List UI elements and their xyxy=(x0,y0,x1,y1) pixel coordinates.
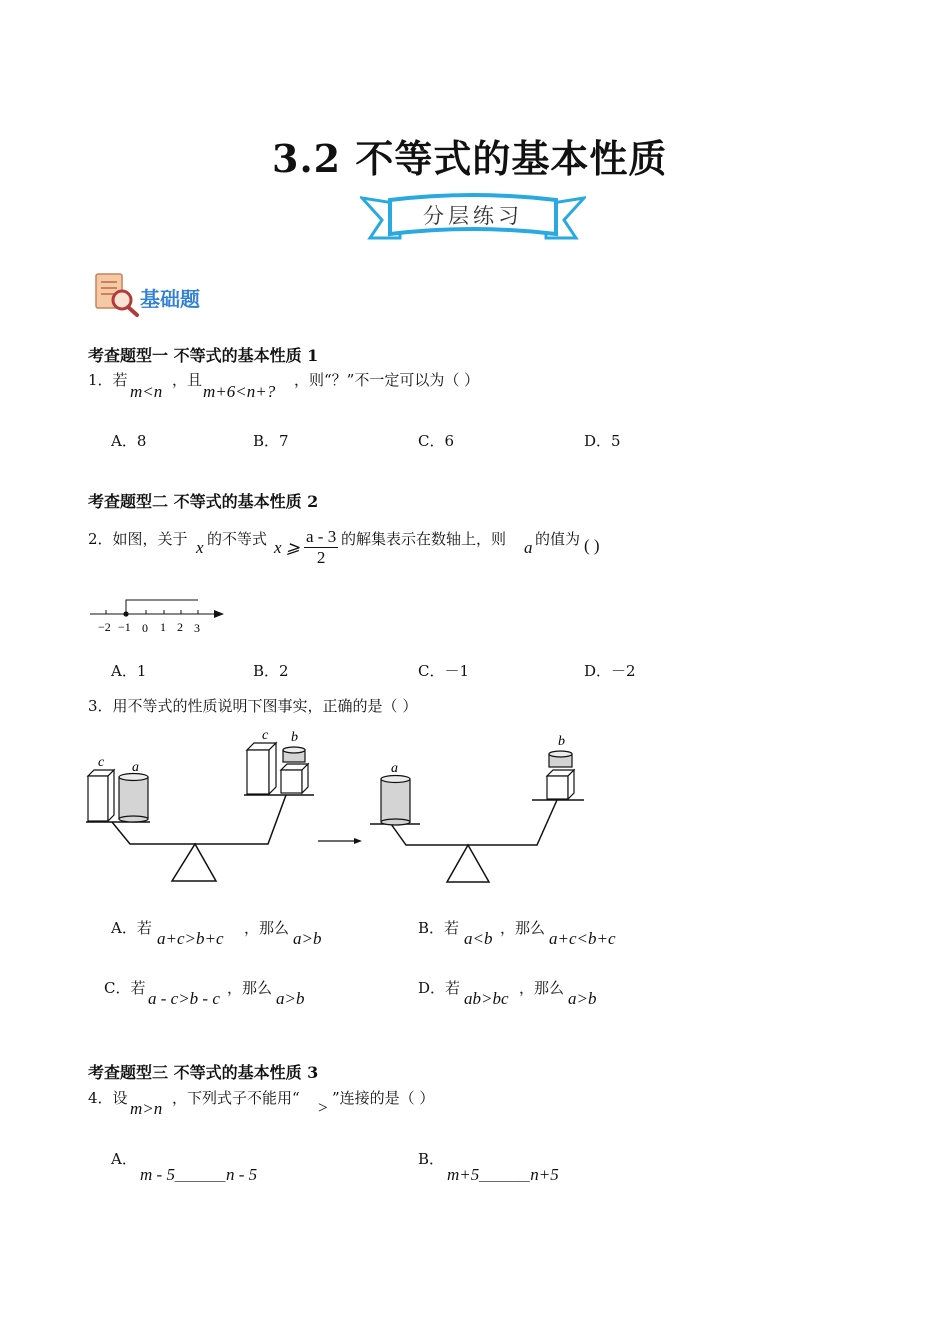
q3-option-a-mid: ，那么 xyxy=(244,919,290,937)
section-heading-1: 考查题型一 不等式的基本性质 1 xyxy=(88,346,319,365)
q2-inequality: x ⩾ xyxy=(274,538,301,557)
q3-option-d-label[interactable]: D．若 xyxy=(418,979,461,997)
q4-text-2: ，下列式子不能用“ xyxy=(172,1089,300,1107)
q2-text-1: 2．如图，关于 xyxy=(88,530,188,548)
q3-option-a-label[interactable]: A．若 xyxy=(111,919,152,937)
q2-fraction xyxy=(304,527,338,568)
number-line-figure xyxy=(88,594,228,636)
q2-option-a[interactable]: A．1 xyxy=(111,662,147,680)
q3-option-d-math-2: a>b xyxy=(568,989,597,1008)
section-heading-3: 考查题型三 不等式的基本性质 3 xyxy=(88,1063,319,1082)
q2-option-b[interactable]: B．2 xyxy=(253,662,289,680)
q3-option-c-math-1: a - c>b - c xyxy=(148,989,220,1008)
q1-option-d[interactable]: D．5 xyxy=(584,432,621,450)
q2-option-c[interactable]: C．－1 xyxy=(418,662,470,680)
tick-label: 3 xyxy=(194,621,200,635)
q4-math-1: m>n xyxy=(130,1099,163,1118)
q1-text-1: 1．若 xyxy=(88,371,128,389)
label-b: b xyxy=(291,730,298,745)
q1-text-3: ，则“？”不一定可以为（ ） xyxy=(294,371,480,389)
q2-option-d[interactable]: D．－2 xyxy=(584,662,636,680)
label-a: a xyxy=(132,760,139,775)
q4-text-3: ”连接的是（ ） xyxy=(332,1089,435,1107)
tick-label: −1 xyxy=(118,620,131,634)
q3-option-b-label[interactable]: B．若 xyxy=(418,919,460,937)
document-search-icon xyxy=(92,270,142,318)
q4-option-a-label[interactable]: A． xyxy=(111,1150,137,1168)
q3-option-b-math-1: a<b xyxy=(464,929,493,948)
q4-text-1: 4．设 xyxy=(88,1089,128,1107)
q2-text-4: 的值为 xyxy=(535,530,581,548)
q4-option-a-math: m - 5＿＿＿n - 5 xyxy=(140,1165,258,1184)
q1-option-c[interactable]: C．6 xyxy=(418,432,455,450)
q3-option-a-math-1: a+c>b+c xyxy=(157,929,224,948)
label-a: a xyxy=(391,761,398,776)
label-c: c xyxy=(98,755,105,770)
section-heading-2: 考查题型二 不等式的基本性质 2 xyxy=(88,492,319,511)
q2-fraction-numerator: a - 3 xyxy=(306,527,337,546)
q2-fraction-denominator: 2 xyxy=(316,548,326,567)
label-c: c xyxy=(262,728,269,743)
q3-option-c-math-2: a>b xyxy=(276,989,305,1008)
q3-option-c-mid: ，那么 xyxy=(227,979,273,997)
q4-option-b-label[interactable]: B． xyxy=(418,1150,445,1168)
q1-math-1: m<n xyxy=(130,382,163,401)
label-b: b xyxy=(558,734,565,749)
q4-option-b-math: m+5＿＿＿n+5 xyxy=(447,1165,559,1184)
page-title: 3.2 不等式的基本性质 xyxy=(272,136,668,181)
balance-scale-figure xyxy=(84,724,600,890)
q1-option-a[interactable]: A．8 xyxy=(111,432,147,450)
q2-text-3: 的解集表示在数轴上，则 xyxy=(341,530,507,548)
q2-text-2: 的不等式 xyxy=(207,530,268,548)
q4-symbol: > xyxy=(318,1098,328,1117)
q3-stem: 3．用不等式的性质说明下图事实，正确的是（ ） xyxy=(88,697,418,715)
q2-math-a: a xyxy=(524,538,533,557)
q3-option-d-mid: ，那么 xyxy=(519,979,565,997)
tick-label: 0 xyxy=(142,621,148,635)
q3-option-b-math-2: a+c<b+c xyxy=(549,929,616,948)
tick-label: 2 xyxy=(177,620,183,634)
q3-option-c-label[interactable]: C．若 xyxy=(104,979,146,997)
q3-option-b-mid: ，那么 xyxy=(500,919,546,937)
q2-answer-paren: ( ) xyxy=(584,536,600,555)
q1-math-2: m+6<n+? xyxy=(203,382,276,401)
q1-text-2: ，且 xyxy=(172,371,203,389)
q3-option-a-math-2: a>b xyxy=(293,929,322,948)
ribbon-label: 分层练习 xyxy=(423,204,523,228)
q2-math-x: x xyxy=(196,538,204,557)
ribbon-banner xyxy=(360,192,586,248)
badge-label: 基础题 xyxy=(140,287,200,311)
q1-option-b[interactable]: B．7 xyxy=(253,432,289,450)
tick-label: 1 xyxy=(160,620,166,634)
badge-label-wrap xyxy=(138,284,228,314)
q3-option-d-math-1: ab>bc xyxy=(464,989,509,1008)
tick-label: −2 xyxy=(98,620,111,634)
